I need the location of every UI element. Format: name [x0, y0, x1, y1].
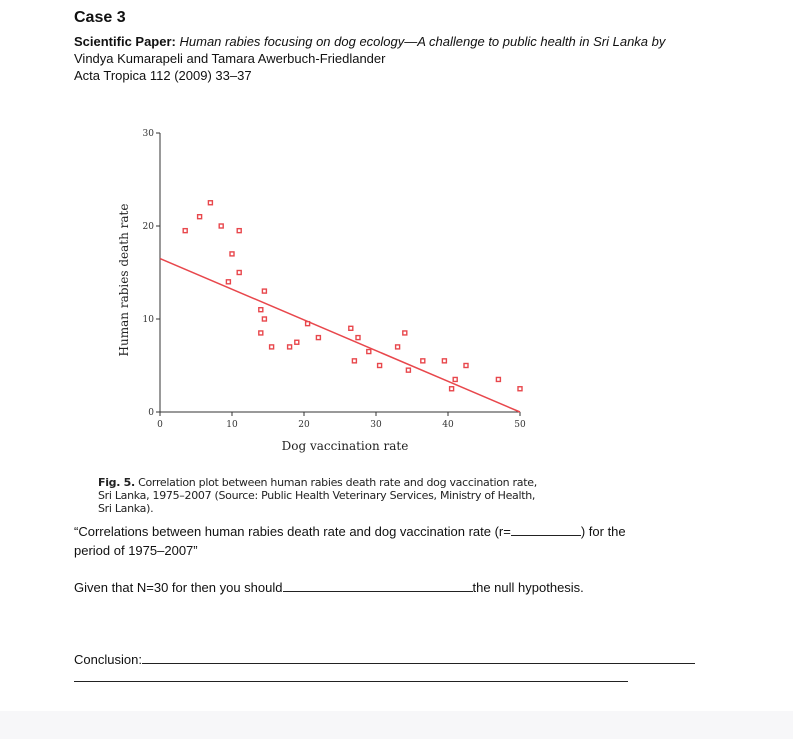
question-1-line-1	[74, 523, 626, 540]
y-tick-label: 10	[142, 315, 154, 325]
x-tick-label: 30	[370, 420, 382, 430]
r-value-blank[interactable]	[511, 523, 581, 536]
data-point	[316, 336, 320, 340]
data-point	[295, 340, 299, 344]
case-title: Case 3	[74, 9, 126, 26]
question-1-text-c: period of 1975–2007”	[74, 543, 198, 558]
caption-label: Fig. 5.	[98, 476, 135, 489]
data-point	[262, 289, 266, 293]
data-point	[237, 271, 241, 275]
data-point	[453, 377, 457, 381]
paper-authors: Vindya Kumarapeli and Tamara Awerbuch-Friedlander	[74, 51, 386, 66]
data-point	[378, 364, 382, 368]
data-point	[183, 229, 187, 233]
y-axis-label: Human rabies death rate	[117, 203, 131, 357]
data-point	[421, 359, 425, 363]
x-axis-label: Dog vaccination rate	[281, 439, 409, 453]
paper-line	[74, 33, 665, 50]
chart-axes	[143, 129, 526, 430]
data-point	[396, 345, 400, 349]
data-point	[230, 252, 234, 256]
y-tick-label: 0	[148, 408, 154, 418]
data-point	[219, 224, 223, 228]
question-1-text-b: ) for the	[580, 524, 626, 539]
data-point	[259, 331, 263, 335]
data-point	[208, 201, 212, 205]
page-footer-strip	[0, 711, 793, 739]
hypothesis-decision-blank[interactable]	[283, 579, 473, 592]
conclusion-blank-1[interactable]	[142, 651, 695, 664]
x-tick-label: 10	[226, 420, 238, 430]
data-point	[518, 387, 522, 391]
data-point	[270, 345, 274, 349]
x-tick-label: 0	[157, 420, 163, 430]
data-point	[403, 331, 407, 335]
x-tick-label: 20	[298, 420, 310, 430]
data-point	[198, 215, 202, 219]
caption-line-3: Sri Lanka).	[98, 502, 154, 515]
data-points-layer	[183, 201, 522, 391]
paper-journal: Acta Tropica 112 (2009) 33–37	[74, 68, 252, 83]
data-point	[226, 280, 230, 284]
data-point	[237, 229, 241, 233]
y-tick-label: 20	[142, 222, 154, 232]
y-tick-label: 30	[142, 129, 154, 139]
data-point	[496, 377, 500, 381]
conclusion-blank-2[interactable]	[74, 681, 628, 682]
data-point	[450, 387, 454, 391]
data-point	[442, 359, 446, 363]
question-1-text-a: “Correlations between human rabies death rate and dog vaccination rate (r=	[74, 524, 511, 539]
regression-line-layer	[160, 259, 520, 412]
x-tick-label: 50	[514, 420, 526, 430]
paper-title: Human rabies focusing on dog ecology—A challenge to public health in Sri Lanka by	[179, 34, 666, 49]
data-point	[464, 364, 468, 368]
conclusion-label: Conclusion:	[74, 652, 142, 667]
data-point	[288, 345, 292, 349]
regression-line	[160, 259, 520, 412]
data-point	[259, 308, 263, 312]
data-point	[262, 317, 266, 321]
figure-caption	[98, 476, 537, 515]
data-point	[306, 322, 310, 326]
caption-line-1	[98, 476, 537, 489]
correlation-scatter-chart	[110, 125, 550, 470]
data-point	[356, 336, 360, 340]
data-point	[349, 326, 353, 330]
data-point	[406, 368, 410, 372]
question-2-text-b: the null hypothesis.	[472, 580, 584, 595]
paper-label: Scientific Paper:	[74, 34, 176, 49]
data-point	[352, 359, 356, 363]
caption-text-1: Correlation plot between human rabies death rate and dog vaccination rate,	[138, 476, 537, 489]
caption-line-2: Sri Lanka, 1975–2007 (Source: Public Health Veterinary Services, Ministry of Health,	[98, 489, 536, 502]
conclusion-line	[74, 651, 695, 668]
question-2-line	[74, 579, 584, 596]
data-point	[367, 350, 371, 354]
x-tick-label: 40	[442, 420, 454, 430]
question-2-text-a: Given that N=30 for then you should	[74, 580, 283, 595]
